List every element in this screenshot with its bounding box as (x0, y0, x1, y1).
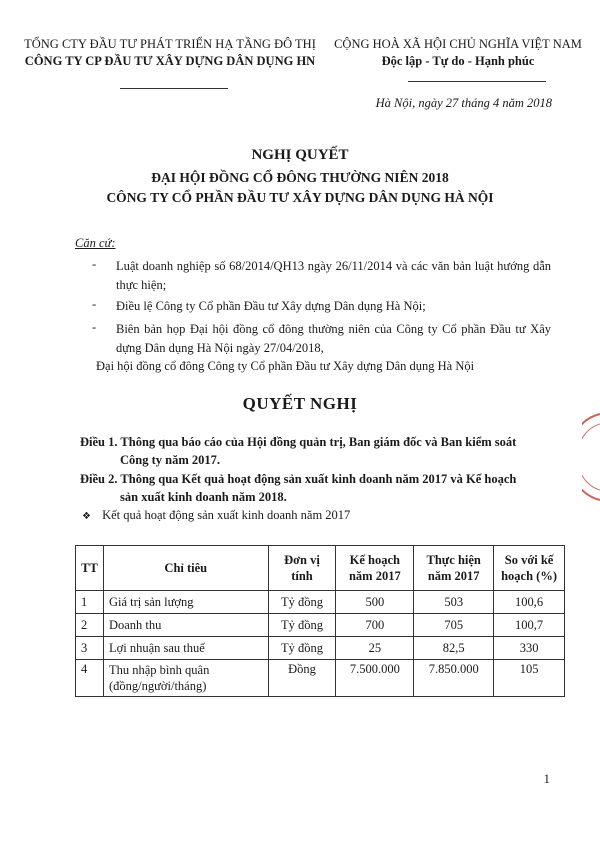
header-cell: Thực hiện năm 2017 (414, 546, 494, 591)
table-row (76, 614, 565, 637)
results-label (82, 508, 350, 523)
results-table (75, 545, 565, 697)
header-cell: TT (76, 546, 104, 591)
table-cell: 105 (494, 660, 565, 697)
header-cell: So với kế hoạch (%) (494, 546, 565, 591)
basis-item: Luật doanh nghiệp số 68/2014/QH13 ngày 26/11/2014 và các văn bản luật hướng dẫn thực hiện; (116, 259, 551, 292)
table-cell: 1 (76, 591, 104, 614)
table-cell: Đồng (268, 660, 336, 697)
diamond-bullet-icon: ❖ (82, 511, 91, 522)
article-2 (80, 470, 560, 506)
article-1 (80, 433, 560, 469)
table-cell: Giá trị sản lượng (103, 591, 268, 614)
basis-item: Biên bản họp Đại hội đồng cổ đông thường niên của Công ty Cổ phần Đầu tư Xây dựng Dân dụng Hà Nội ngày 27/04/2018, (116, 322, 551, 355)
table-row (76, 660, 565, 697)
article-line: Công ty năm 2017. (120, 453, 221, 467)
table-cell: Tỷ đồng (268, 637, 336, 660)
document-company-title: CÔNG TY CỔ PHẦN ĐẦU TƯ XÂY DỰNG DÂN DỤNG HÀ NỘI (106, 190, 494, 205)
header-divider-right (408, 81, 546, 82)
basis-label: Căn cứ: (75, 236, 116, 250)
document-date: Hà Nội, ngày 27 tháng 4 năm 2018 (375, 96, 552, 110)
table-cell: 25 (336, 637, 414, 660)
table-cell: 2 (76, 614, 104, 637)
table-header-row (76, 546, 565, 591)
basis-bullet: - (92, 297, 97, 311)
table-cell: 100,7 (494, 614, 565, 637)
results-label-text: Kết quả hoạt động sản xuất kinh doanh năm 2017 (102, 508, 351, 522)
table-row (76, 637, 565, 660)
assembly-statement: Đại hội đồng cổ đông Công ty Cổ phần Đầu tư Xây dựng Dân dụng Hà Nội (96, 359, 475, 373)
basis-bullet: - (92, 257, 97, 271)
header-cell: Chỉ tiêu (103, 546, 268, 591)
table-cell: 705 (414, 614, 494, 637)
table-cell: 82,5 (414, 637, 494, 660)
table-cell: 503 (414, 591, 494, 614)
document-title: NGHỊ QUYẾT (251, 147, 349, 163)
table-cell: 4 (76, 660, 104, 697)
company-name: CÔNG TY CP ĐẦU TƯ XÂY DỰNG DÂN DỤNG HN (24, 54, 316, 68)
header-cell: Kế hoạch năm 2017 (336, 546, 414, 591)
table-cell: 3 (76, 637, 104, 660)
page-number: 1 (543, 771, 550, 786)
article-line: sản xuất kinh doanh năm 2018. (120, 490, 287, 504)
national-title: CỘNG HOÀ XÃ HỘI CHỦ NGHĨA VIỆT NAM (334, 37, 582, 51)
parent-company-name: TỔNG CTY ĐẦU TƯ PHÁT TRIỂN HẠ TẦNG ĐÔ THỊ (24, 37, 316, 51)
table-cell: Tỷ đồng (268, 614, 336, 637)
table-cell: Lợi nhuận sau thuế (103, 637, 268, 660)
table-cell: 7.500.000 (336, 660, 414, 697)
table-cell: Doanh thu (103, 614, 268, 637)
table-cell: 330 (494, 637, 565, 660)
table-cell: 100,6 (494, 591, 565, 614)
article-line: Điều 2. Thông qua Kết quả hoạt động sản xuất kinh doanh năm 2017 và Kế hoạch (80, 472, 517, 486)
national-motto: Độc lập - Tự do - Hạnh phúc (381, 54, 535, 68)
table-cell: 7.850.000 (414, 660, 494, 697)
basis-bullet: - (92, 320, 97, 334)
basis-item: Điều lệ Công ty Cổ phần Đầu tư Xây dựng Dân dụng Hà Nội; (116, 299, 426, 313)
table-cell: Thu nhập bình quân (đồng/người/tháng) (103, 660, 268, 697)
article-line: Điều 1. Thông qua báo cáo của Hội đồng quản trị, Ban giám đốc và Ban kiểm soát (80, 435, 517, 449)
header-cell: Đơn vị tính (268, 546, 336, 591)
header-divider-left (120, 88, 228, 89)
table-cell: 500 (336, 591, 414, 614)
table-cell: 700 (336, 614, 414, 637)
table-cell: Tỷ đồng (268, 591, 336, 614)
resolution-heading: QUYẾT NGHỊ (242, 394, 358, 413)
seal-stamp-fragment (582, 412, 600, 502)
table-row (76, 591, 565, 614)
document-subtitle: ĐẠI HỘI ĐỒNG CỔ ĐÔNG THƯỜNG NIÊN 2018 (151, 170, 449, 185)
